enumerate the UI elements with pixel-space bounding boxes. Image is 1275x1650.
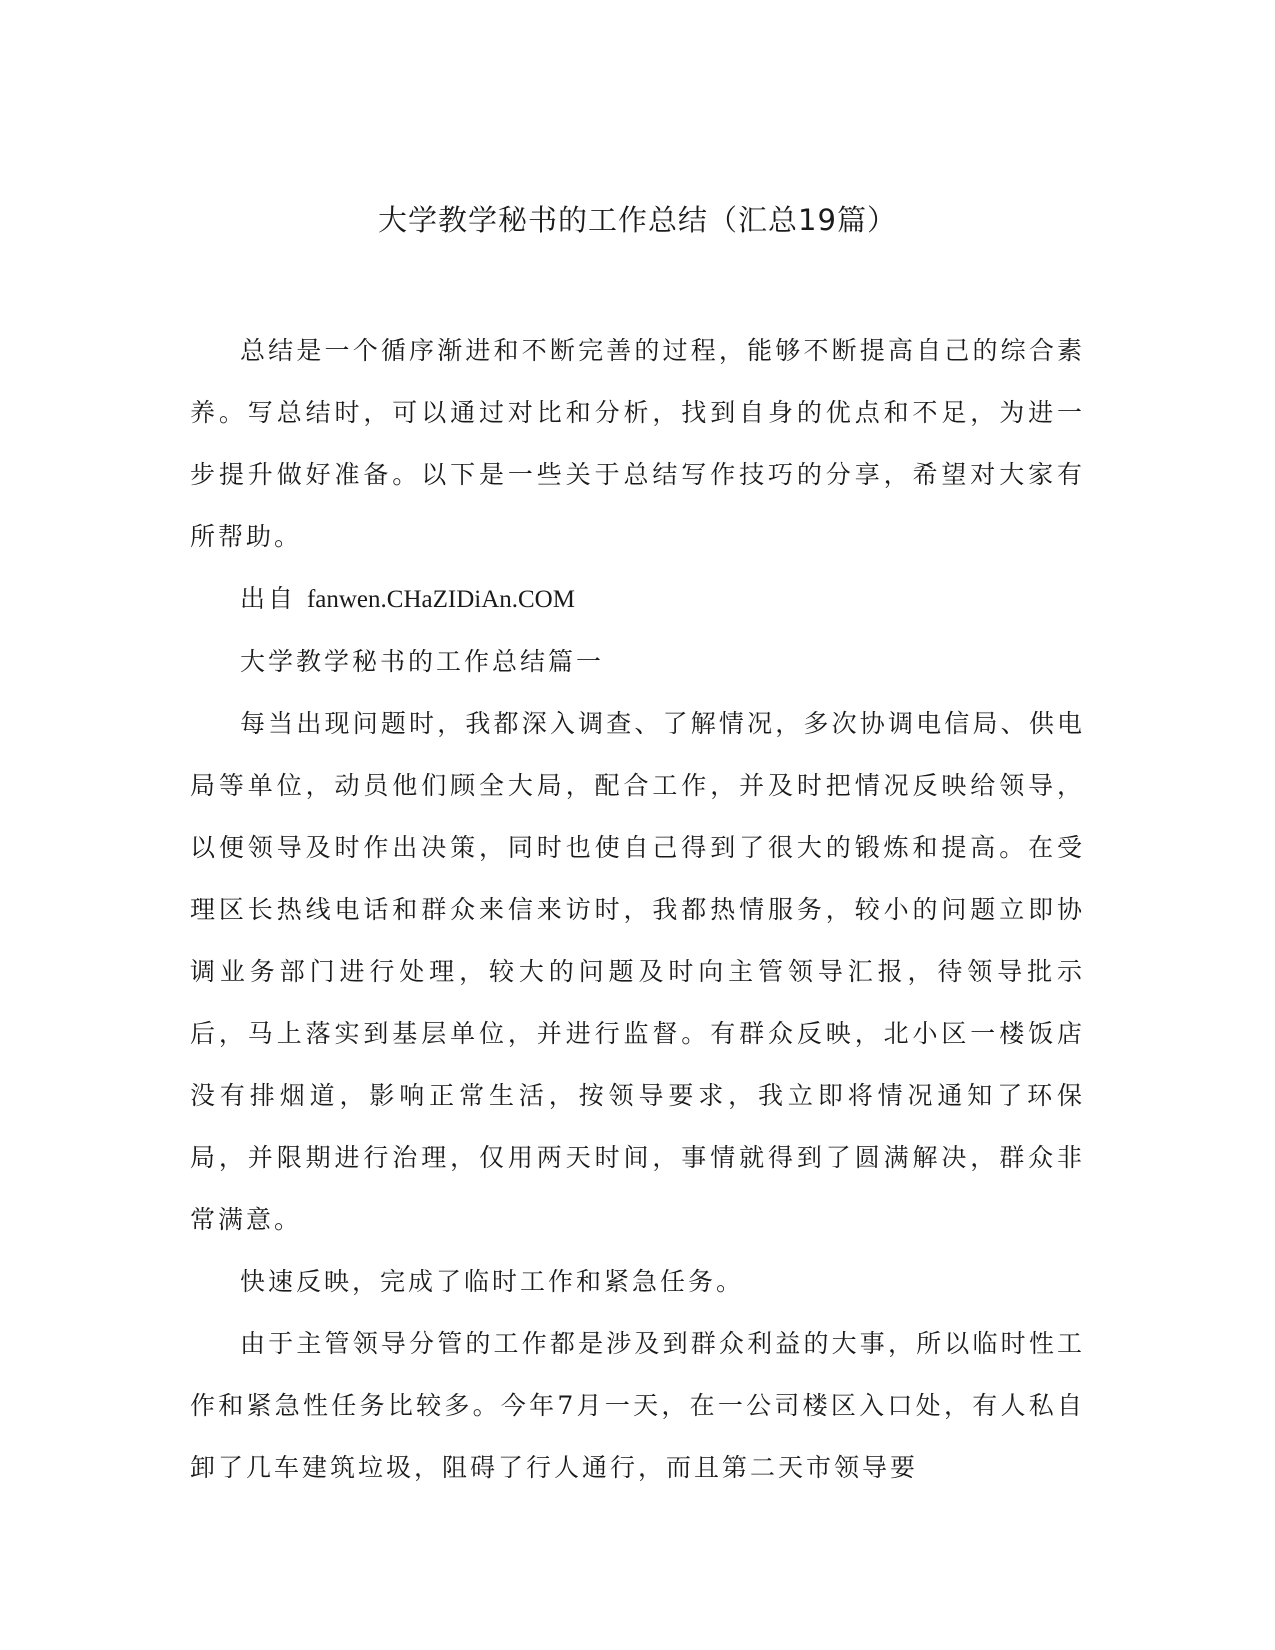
intro-paragraph: 总结是一个循序渐进和不断完善的过程，能够不断提高自己的综合素养。写总结时，可以通过对比和分析，找到自身的优点和不足，为进一步提升做好准备。以下是一些关于总结写作技巧的分享，希望对大家有所帮助。 bbox=[190, 336, 1085, 551]
source-prefix: 出自 bbox=[240, 584, 307, 613]
source-site-link[interactable]: fanwen.CHaZIDiAn.COM bbox=[306, 586, 575, 613]
body-paragraph-3: 由于主管领导分管的工作都是涉及到群众利益的大事，所以临时性工作和紧急性任务比较多。今年7月一天，在一公司楼区入口处，有人私自卸了几车建筑垃圾，阻碍了行人通行，而且第二天市领导要 bbox=[190, 1329, 1085, 1482]
source-line bbox=[190, 568, 1085, 631]
body-paragraph-2: 快速反映，完成了临时工作和紧急任务。 bbox=[240, 1267, 745, 1296]
document-body bbox=[190, 320, 1085, 1499]
document-title: 大学教学秘书的工作总结（汇总19篇） bbox=[378, 203, 897, 237]
body-paragraph-1: 每当出现问题时，我都深入调查、了解情况，多次协调电信局、供电局等单位，动员他们顾全大局，配合工作，并及时把情况反映给领导，以便领导及时作出决策，同时也使自己得到了很大的锻炼和提高。在受理区长热线电话和群众来信来访时，我都热情服务，较小的问题立即协调业务部门进行处理，较大的问题及时向主管领导汇报，待领导批示后，马上落实到基层单位，并进行监督。有群众反映，北小区一楼饭店没有排烟道，影响正常生活，按领导要求，我立即将情况通知了环保局，并限期进行治理，仅用两天时间，事情就得到了圆满解决，群众非常满意。 bbox=[190, 709, 1085, 1234]
section-heading: 大学教学秘书的工作总结篇一 bbox=[240, 647, 605, 676]
